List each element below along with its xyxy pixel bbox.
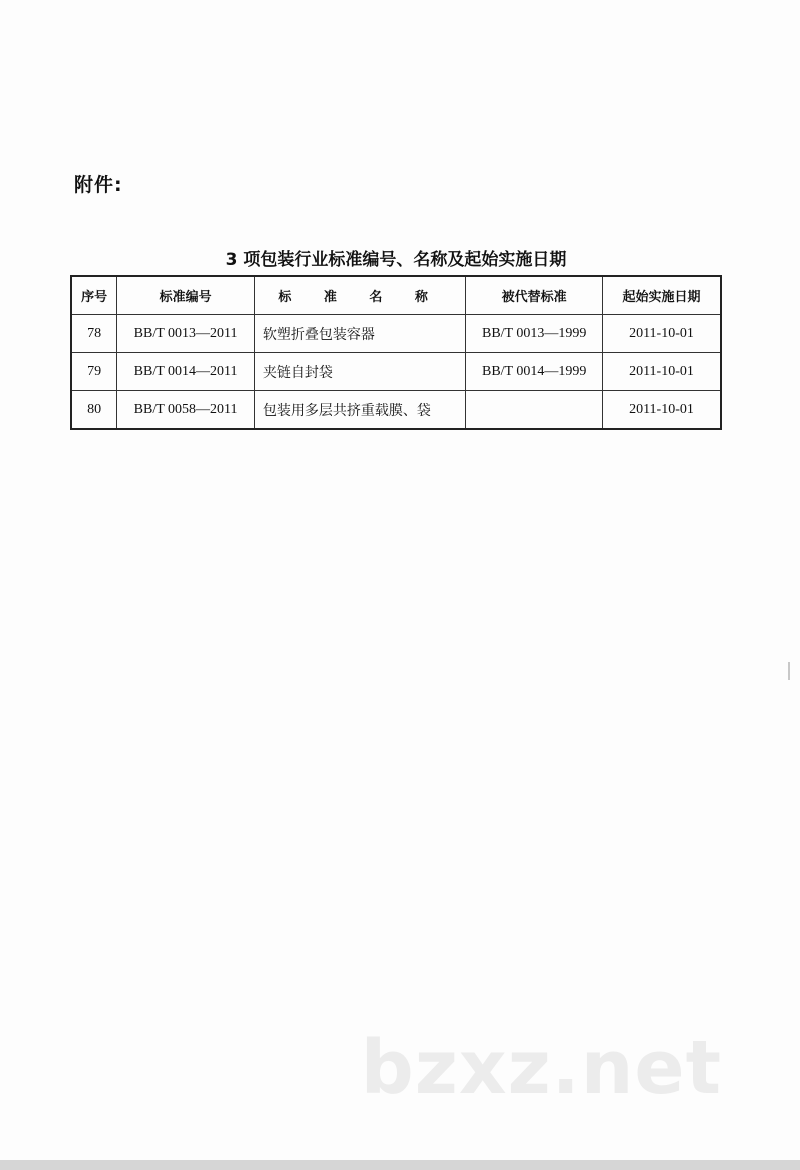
cell-start-date: 2011-10-01 [602,353,721,391]
cell-standard-number: BB/T 0014—2011 [117,353,255,391]
table-row [71,391,721,430]
cell-standard-number: BB/T 0058—2011 [117,391,255,430]
cell-serial: 78 [71,315,117,353]
standards-table [70,275,722,430]
table-row [71,353,721,391]
cell-standard-name: 夹链自封袋 [254,353,465,391]
header-replaced-standard: 被代替标准 [466,276,603,315]
header-serial: 序号 [71,276,117,315]
page-bottom-edge [0,1160,800,1170]
cell-standard-name: 包装用多层共挤重载膜、袋 [254,391,465,430]
scan-mark [788,662,790,680]
cell-replaced-standard: BB/T 0013—1999 [466,315,603,353]
cell-standard-number: BB/T 0013—2011 [117,315,255,353]
watermark: bzxz.net [360,1025,722,1111]
cell-serial: 80 [71,391,117,430]
cell-serial: 79 [71,353,117,391]
attachment-label: 附件: [74,174,123,196]
cell-replaced-standard: BB/T 0014—1999 [466,353,603,391]
header-standard-name: 标 准 名 称 [254,276,465,315]
cell-standard-name: 软塑折叠包装容器 [254,315,465,353]
cell-start-date: 2011-10-01 [602,315,721,353]
header-standard-number: 标准编号 [117,276,255,315]
header-start-date: 起始实施日期 [602,276,721,315]
table-title: 3 项包装行业标准编号、名称及起始实施日期 [225,250,567,270]
cell-replaced-standard [466,391,603,430]
table-header-row [71,276,721,315]
table-row [71,315,721,353]
cell-start-date: 2011-10-01 [602,391,721,430]
